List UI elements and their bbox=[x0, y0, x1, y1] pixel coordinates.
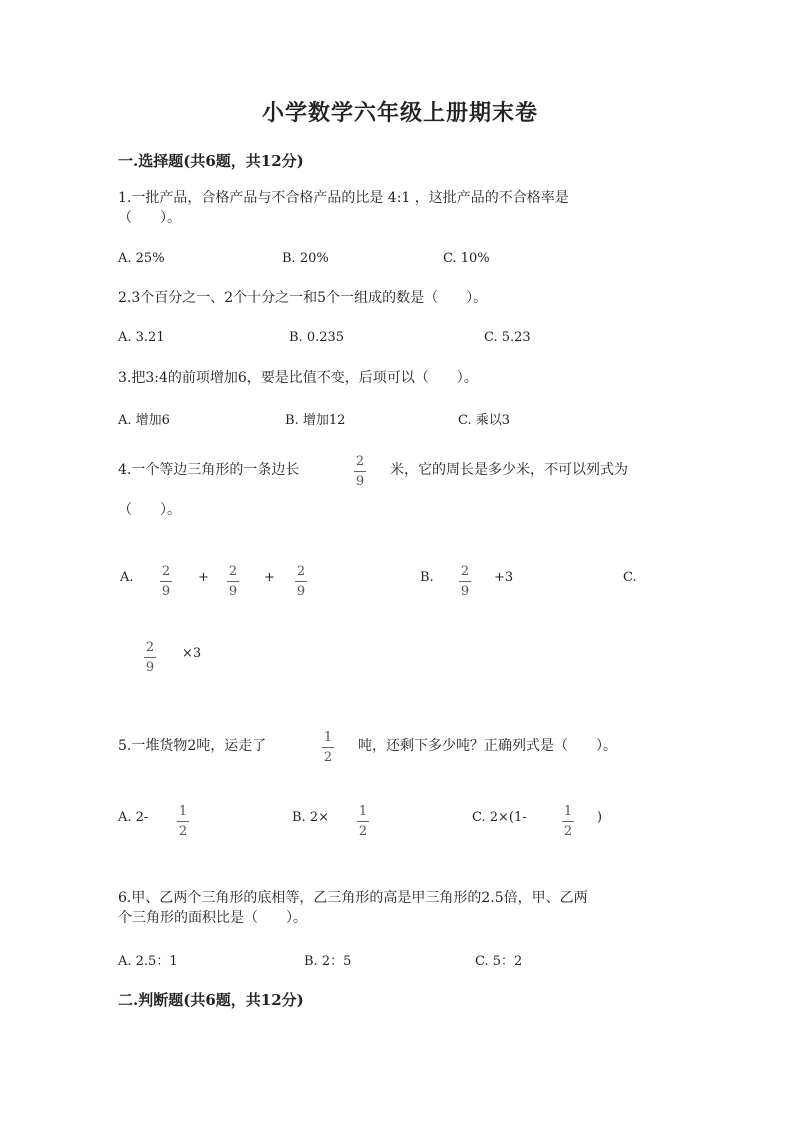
question-5-option-a-fraction bbox=[177, 804, 189, 839]
question-1-line-1: 1.一批产品，合格产品与不合格产品的比是 4:1 ，这批产品的不合格率是 bbox=[118, 190, 569, 206]
section-heading-choice: 一.选择题(共6题，共12分) bbox=[118, 152, 304, 170]
plus-sign: + bbox=[198, 570, 209, 585]
question-2-text: 2.3个百分之一、2个十分之一和5个一组成的数是（ ）。 bbox=[118, 290, 488, 306]
question-5-option-b-fraction bbox=[357, 804, 369, 839]
fraction-bar bbox=[322, 747, 334, 748]
question-3-text: 3.把3:4的前项增加6，要是比值不变，后项可以（ ）。 bbox=[118, 370, 478, 386]
fraction-bar bbox=[459, 581, 471, 582]
question-5-fraction bbox=[322, 730, 334, 765]
question-4-option-c-tail: ×3 bbox=[182, 646, 202, 661]
question-5-option-b: B. 2× bbox=[292, 810, 329, 825]
question-4-line-2: （ ）。 bbox=[118, 502, 181, 518]
fraction-denominator: 2 bbox=[178, 824, 188, 839]
question-5-option-a: A. 2- bbox=[118, 810, 149, 825]
question-2-option-a: A. 3.21 bbox=[118, 330, 165, 345]
fraction-denominator: 9 bbox=[460, 584, 470, 599]
fraction-numerator: 1 bbox=[563, 804, 573, 819]
question-1-line-2: （ ）。 bbox=[118, 210, 181, 226]
fraction-denominator: 2 bbox=[323, 750, 333, 765]
fraction-bar bbox=[227, 581, 239, 582]
question-4-option-a-fraction-2 bbox=[227, 564, 239, 599]
question-4-text-after: 米，它的周长是多少米，不可以列式为 bbox=[390, 462, 628, 478]
fraction-denominator: 2 bbox=[358, 824, 368, 839]
question-1-option-c: C. 10% bbox=[443, 251, 490, 266]
question-4-fraction bbox=[354, 454, 366, 489]
fraction-numerator: 2 bbox=[296, 564, 306, 579]
question-1-option-b: B. 20% bbox=[282, 251, 329, 266]
section-heading-judgement: 二.判断题(共6题，共12分) bbox=[118, 991, 304, 1009]
fraction-bar bbox=[354, 471, 366, 472]
fraction-bar bbox=[295, 581, 307, 582]
plus-sign: + bbox=[264, 570, 275, 585]
fraction-bar bbox=[562, 821, 574, 822]
question-6-option-c: C. 5：2 bbox=[475, 954, 523, 969]
question-4-option-c-label: C. bbox=[623, 570, 637, 585]
fraction-denominator: 2 bbox=[563, 824, 573, 839]
fraction-denominator: 9 bbox=[161, 584, 171, 599]
fraction-numerator: 2 bbox=[145, 640, 155, 655]
question-4-option-b-tail: +3 bbox=[494, 570, 514, 585]
question-4-option-a-fraction-3 bbox=[295, 564, 307, 599]
fraction-denominator: 9 bbox=[296, 584, 306, 599]
question-6-option-b: B. 2：5 bbox=[304, 954, 352, 969]
question-3-option-a: A. 增加6 bbox=[118, 413, 170, 428]
question-2-option-b: B. 0.235 bbox=[289, 330, 345, 345]
fraction-bar bbox=[357, 821, 369, 822]
question-1-option-a: A. 25% bbox=[118, 251, 165, 266]
fraction-numerator: 1 bbox=[358, 804, 368, 819]
question-4-option-a-label: A. bbox=[120, 570, 134, 585]
question-5-option-c-close: ) bbox=[597, 810, 603, 825]
question-4-option-c-fraction bbox=[144, 640, 156, 675]
question-4-option-b-label: B. bbox=[420, 570, 434, 585]
question-6-option-a: A. 2.5：1 bbox=[118, 954, 178, 969]
question-6-line-1: 6.甲、乙两个三角形的底相等，乙三角形的高是甲三角形的2.5倍，甲、乙两 bbox=[118, 890, 588, 906]
fraction-numerator: 2 bbox=[228, 564, 238, 579]
fraction-denominator: 9 bbox=[145, 660, 155, 675]
question-5-text-after: 吨，还剩下多少吨？正确列式是（ ）。 bbox=[358, 738, 617, 754]
fraction-denominator: 9 bbox=[228, 584, 238, 599]
page-title: 小学数学六年级上册期末卷 bbox=[261, 100, 538, 126]
fraction-bar bbox=[160, 581, 172, 582]
question-6-line-2: 个三角形的面积比是（ ）。 bbox=[118, 910, 307, 926]
fraction-numerator: 2 bbox=[460, 564, 470, 579]
question-4-text-before: 4.一个等边三角形的一条边长 bbox=[118, 462, 300, 478]
fraction-numerator: 2 bbox=[355, 454, 365, 469]
question-5-text-before: 5.一堆货物2吨，运走了 bbox=[118, 738, 267, 754]
fraction-numerator: 2 bbox=[161, 564, 171, 579]
question-5-option-c-fraction bbox=[562, 804, 574, 839]
fraction-bar bbox=[177, 821, 189, 822]
question-2-option-c: C. 5.23 bbox=[484, 330, 531, 345]
fraction-denominator: 9 bbox=[355, 474, 365, 489]
question-4-option-a-fraction-1 bbox=[160, 564, 172, 599]
fraction-bar bbox=[144, 657, 156, 658]
fraction-numerator: 1 bbox=[178, 804, 188, 819]
question-3-option-c: C. 乘以3 bbox=[458, 413, 511, 428]
question-5-option-c: C. 2×(1- bbox=[472, 810, 527, 825]
question-3-option-b: B. 增加12 bbox=[285, 413, 346, 428]
question-4-option-b-fraction bbox=[459, 564, 471, 599]
fraction-numerator: 1 bbox=[323, 730, 333, 745]
